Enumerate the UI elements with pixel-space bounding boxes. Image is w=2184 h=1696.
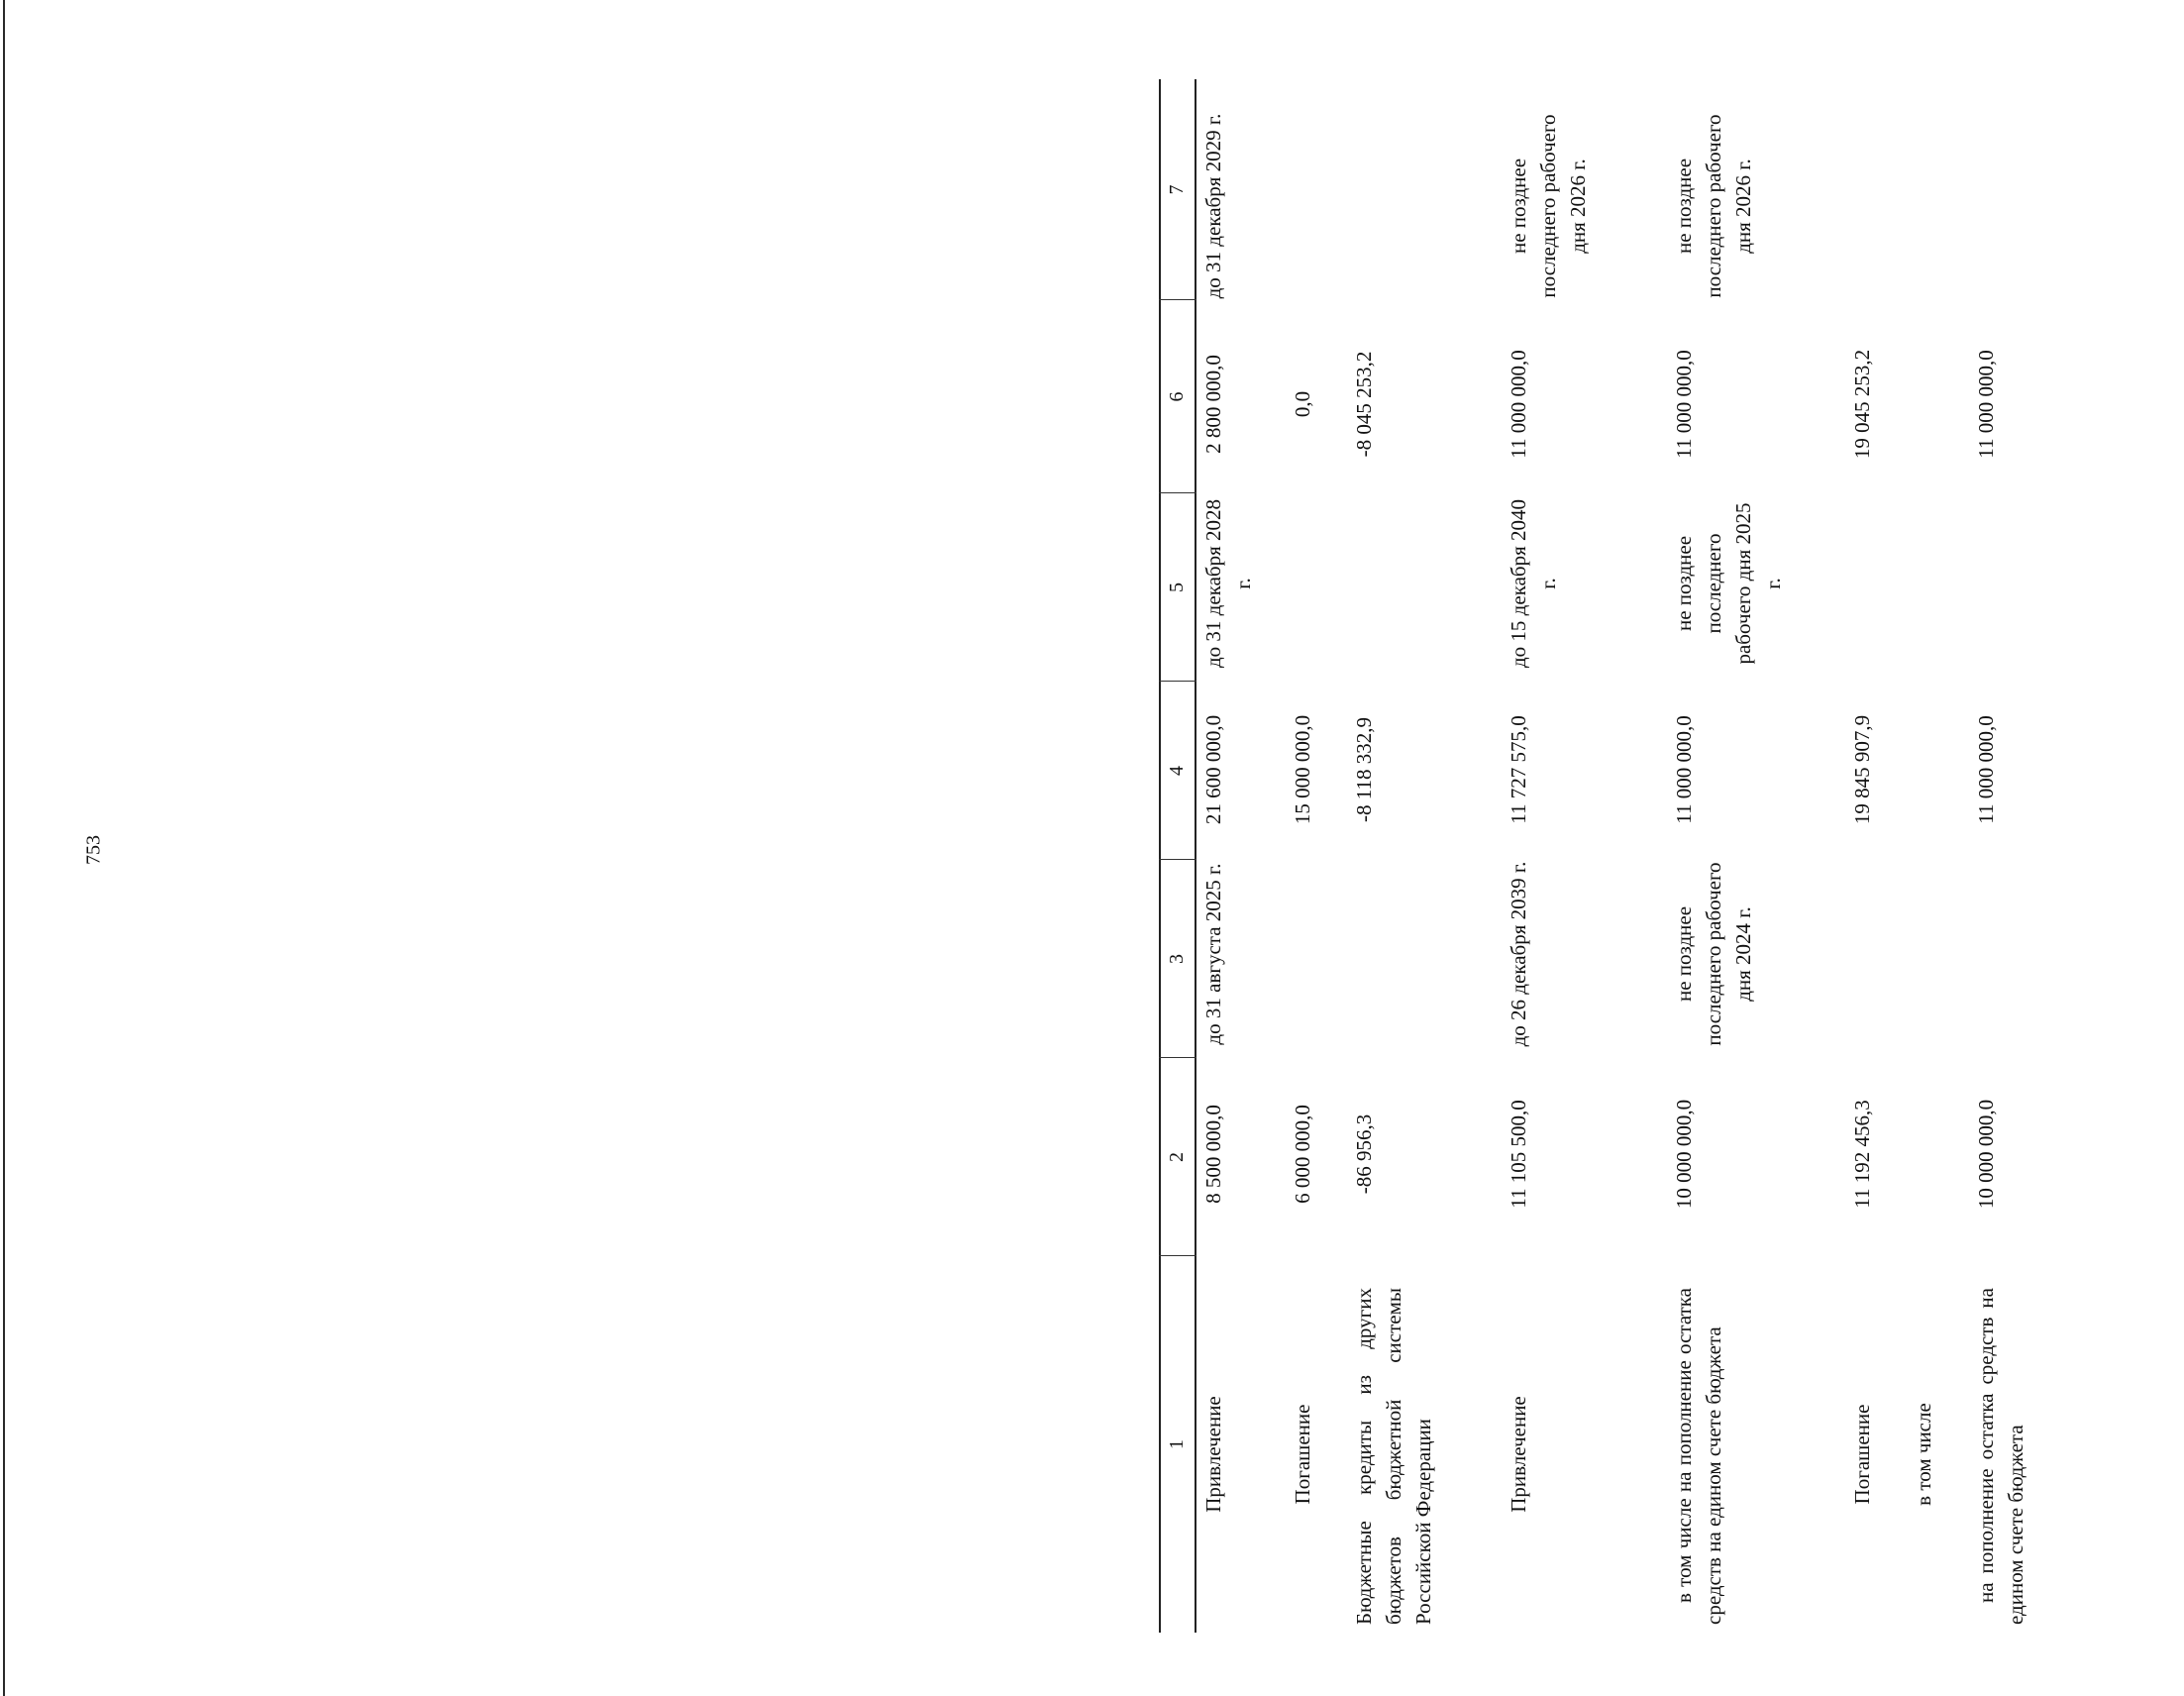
row-label: в том числе — [1912, 1403, 1935, 1506]
row-label: на пополнение остатка средств на едином счете бюджета — [1974, 1288, 2028, 1625]
cell-col-4: -8 118 332,9 — [1352, 717, 1376, 822]
cell-col-4: 19 845 907,9 — [1850, 714, 1874, 825]
cell-col-6: 19 045 253,2 — [1850, 349, 1874, 460]
cell-col-2: 11 105 500,0 — [1507, 1100, 1530, 1209]
cell-col-2: 10 000 000,0 — [1974, 1099, 1998, 1210]
cell-col-4: 15 000 000,0 — [1291, 714, 1314, 825]
scan-edge-line — [3, 0, 5, 1696]
row-label: Привлечение — [1507, 1396, 1530, 1513]
header-col-4: 4 — [1165, 766, 1188, 776]
cell-col-7: не позднее последнего рабочего дня 2026 г. — [1507, 114, 1590, 298]
header-col-1: 1 — [1165, 1439, 1188, 1449]
cell-col-5: до 31 декабря 2028 г. — [1201, 499, 1255, 668]
cell-col-6: -8 045 253,2 — [1352, 351, 1376, 458]
cell-col-2: 11 192 456,3 — [1850, 1100, 1874, 1209]
cell-col-2: -86 956,3 — [1352, 1113, 1376, 1195]
row-label: Погашение — [1850, 1404, 1874, 1505]
cell-col-6: 11 000 000,0 — [1974, 350, 1998, 459]
header-col-3: 3 — [1165, 954, 1188, 964]
row-label: Погашение — [1291, 1404, 1314, 1505]
header-col-2: 2 — [1165, 1152, 1188, 1162]
header-col-6: 6 — [1165, 391, 1188, 402]
row-label: в том числе на пополнение остатка средств на едином счете бюджета — [1672, 1288, 1725, 1625]
page-number: 753 — [82, 835, 105, 865]
header-col-7: 7 — [1165, 184, 1188, 195]
cell-col-2: 8 500 000,0 — [1201, 1105, 1225, 1204]
header-col-5: 5 — [1165, 583, 1188, 592]
budget-table — [1159, 79, 2184, 1633]
cell-col-4: 11 000 000,0 — [1672, 715, 1696, 824]
cell-col-5: не позднее последнего рабочего дня 2025 г. — [1672, 502, 1785, 665]
cell-col-7: до 31 декабря 2029 г. — [1201, 113, 1225, 299]
cell-col-3: до 31 августа 2025 г. — [1201, 863, 1225, 1045]
cell-col-4: 21 600 000,0 — [1201, 714, 1225, 825]
cell-col-5: до 15 декабря 2040 г. — [1507, 499, 1560, 668]
cell-col-2: 10 000 000,0 — [1672, 1099, 1696, 1210]
table-header-border — [1195, 79, 1196, 1633]
cell-col-6: 11 000 000,0 — [1507, 350, 1530, 459]
cell-col-7: не позднее последнего рабочего дня 2026 г. — [1672, 114, 1755, 298]
rotated-table-wrapper — [1159, 79, 2184, 1633]
row-label: Привлечение — [1201, 1396, 1225, 1513]
cell-col-4: 11 000 000,0 — [1974, 715, 1998, 824]
cell-col-3: до 26 декабря 2039 г. — [1507, 861, 1530, 1047]
cell-col-3: не позднее последнего рабочего дня 2024 г. — [1672, 862, 1755, 1046]
cell-col-2: 6 000 000,0 — [1291, 1105, 1314, 1204]
cell-col-4: 11 727 575,0 — [1507, 715, 1530, 824]
cell-col-6: 11 000 000,0 — [1672, 350, 1696, 459]
cell-col-6: 0,0 — [1291, 390, 1314, 418]
row-label: Бюджетные кредиты из других бюджетов бюджетной системы Российской Федерации — [1352, 1288, 1435, 1625]
cell-col-6: 2 800 000,0 — [1201, 355, 1225, 454]
